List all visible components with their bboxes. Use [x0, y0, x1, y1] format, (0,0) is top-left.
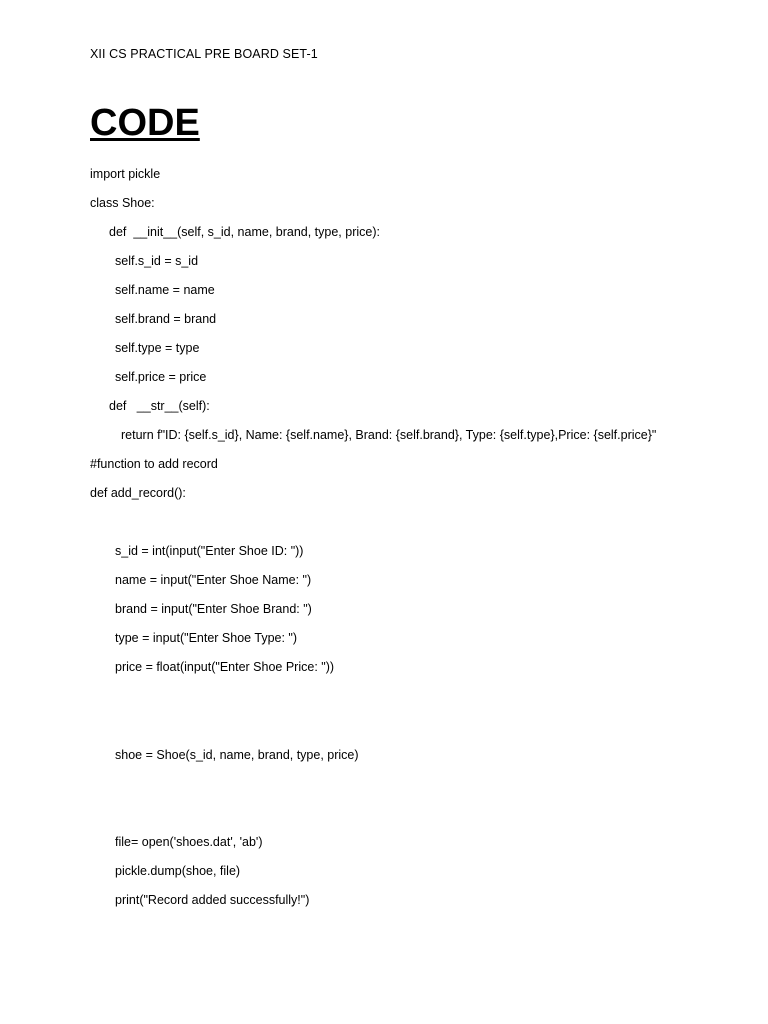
- code-line: pickle.dump(shoe, file): [115, 864, 241, 878]
- code-line: self.price = price: [115, 370, 207, 384]
- code-line: print("Record added successfully!"): [115, 893, 310, 907]
- code-line: self.s_id = s_id: [115, 254, 199, 268]
- code-line: self.type = type: [115, 341, 200, 355]
- code-line: #function to add record: [90, 457, 218, 471]
- code-line: type = input("Enter Shoe Type: "): [115, 631, 298, 645]
- code-line: name = input("Enter Shoe Name: "): [115, 573, 312, 587]
- page-header: XII CS PRACTICAL PRE BOARD SET-1: [90, 47, 318, 61]
- code-line: return f"ID: {self.s_id}, Name: {self.name}, Brand: {self.brand}, Type: {self.type},Price: {self.price}": [121, 428, 657, 442]
- code-line: def add_record():: [90, 486, 186, 500]
- code-line: s_id = int(input("Enter Shoe ID: ")): [115, 544, 304, 558]
- code-line: self.name = name: [115, 283, 215, 297]
- code-line: import pickle: [90, 167, 161, 181]
- code-line: def __str__(self):: [109, 399, 210, 413]
- code-line: shoe = Shoe(s_id, name, brand, type, price): [115, 748, 359, 762]
- code-line: self.brand = brand: [115, 312, 217, 326]
- code-line: class Shoe:: [90, 196, 155, 210]
- code-line: price = float(input("Enter Shoe Price: ")): [115, 660, 335, 674]
- code-line: file= open('shoes.dat', 'ab'): [115, 835, 263, 849]
- code-line: def __init__(self, s_id, name, brand, type, price):: [109, 225, 380, 239]
- code-line: brand = input("Enter Shoe Brand: "): [115, 602, 312, 616]
- page-title: CODE: [90, 102, 200, 144]
